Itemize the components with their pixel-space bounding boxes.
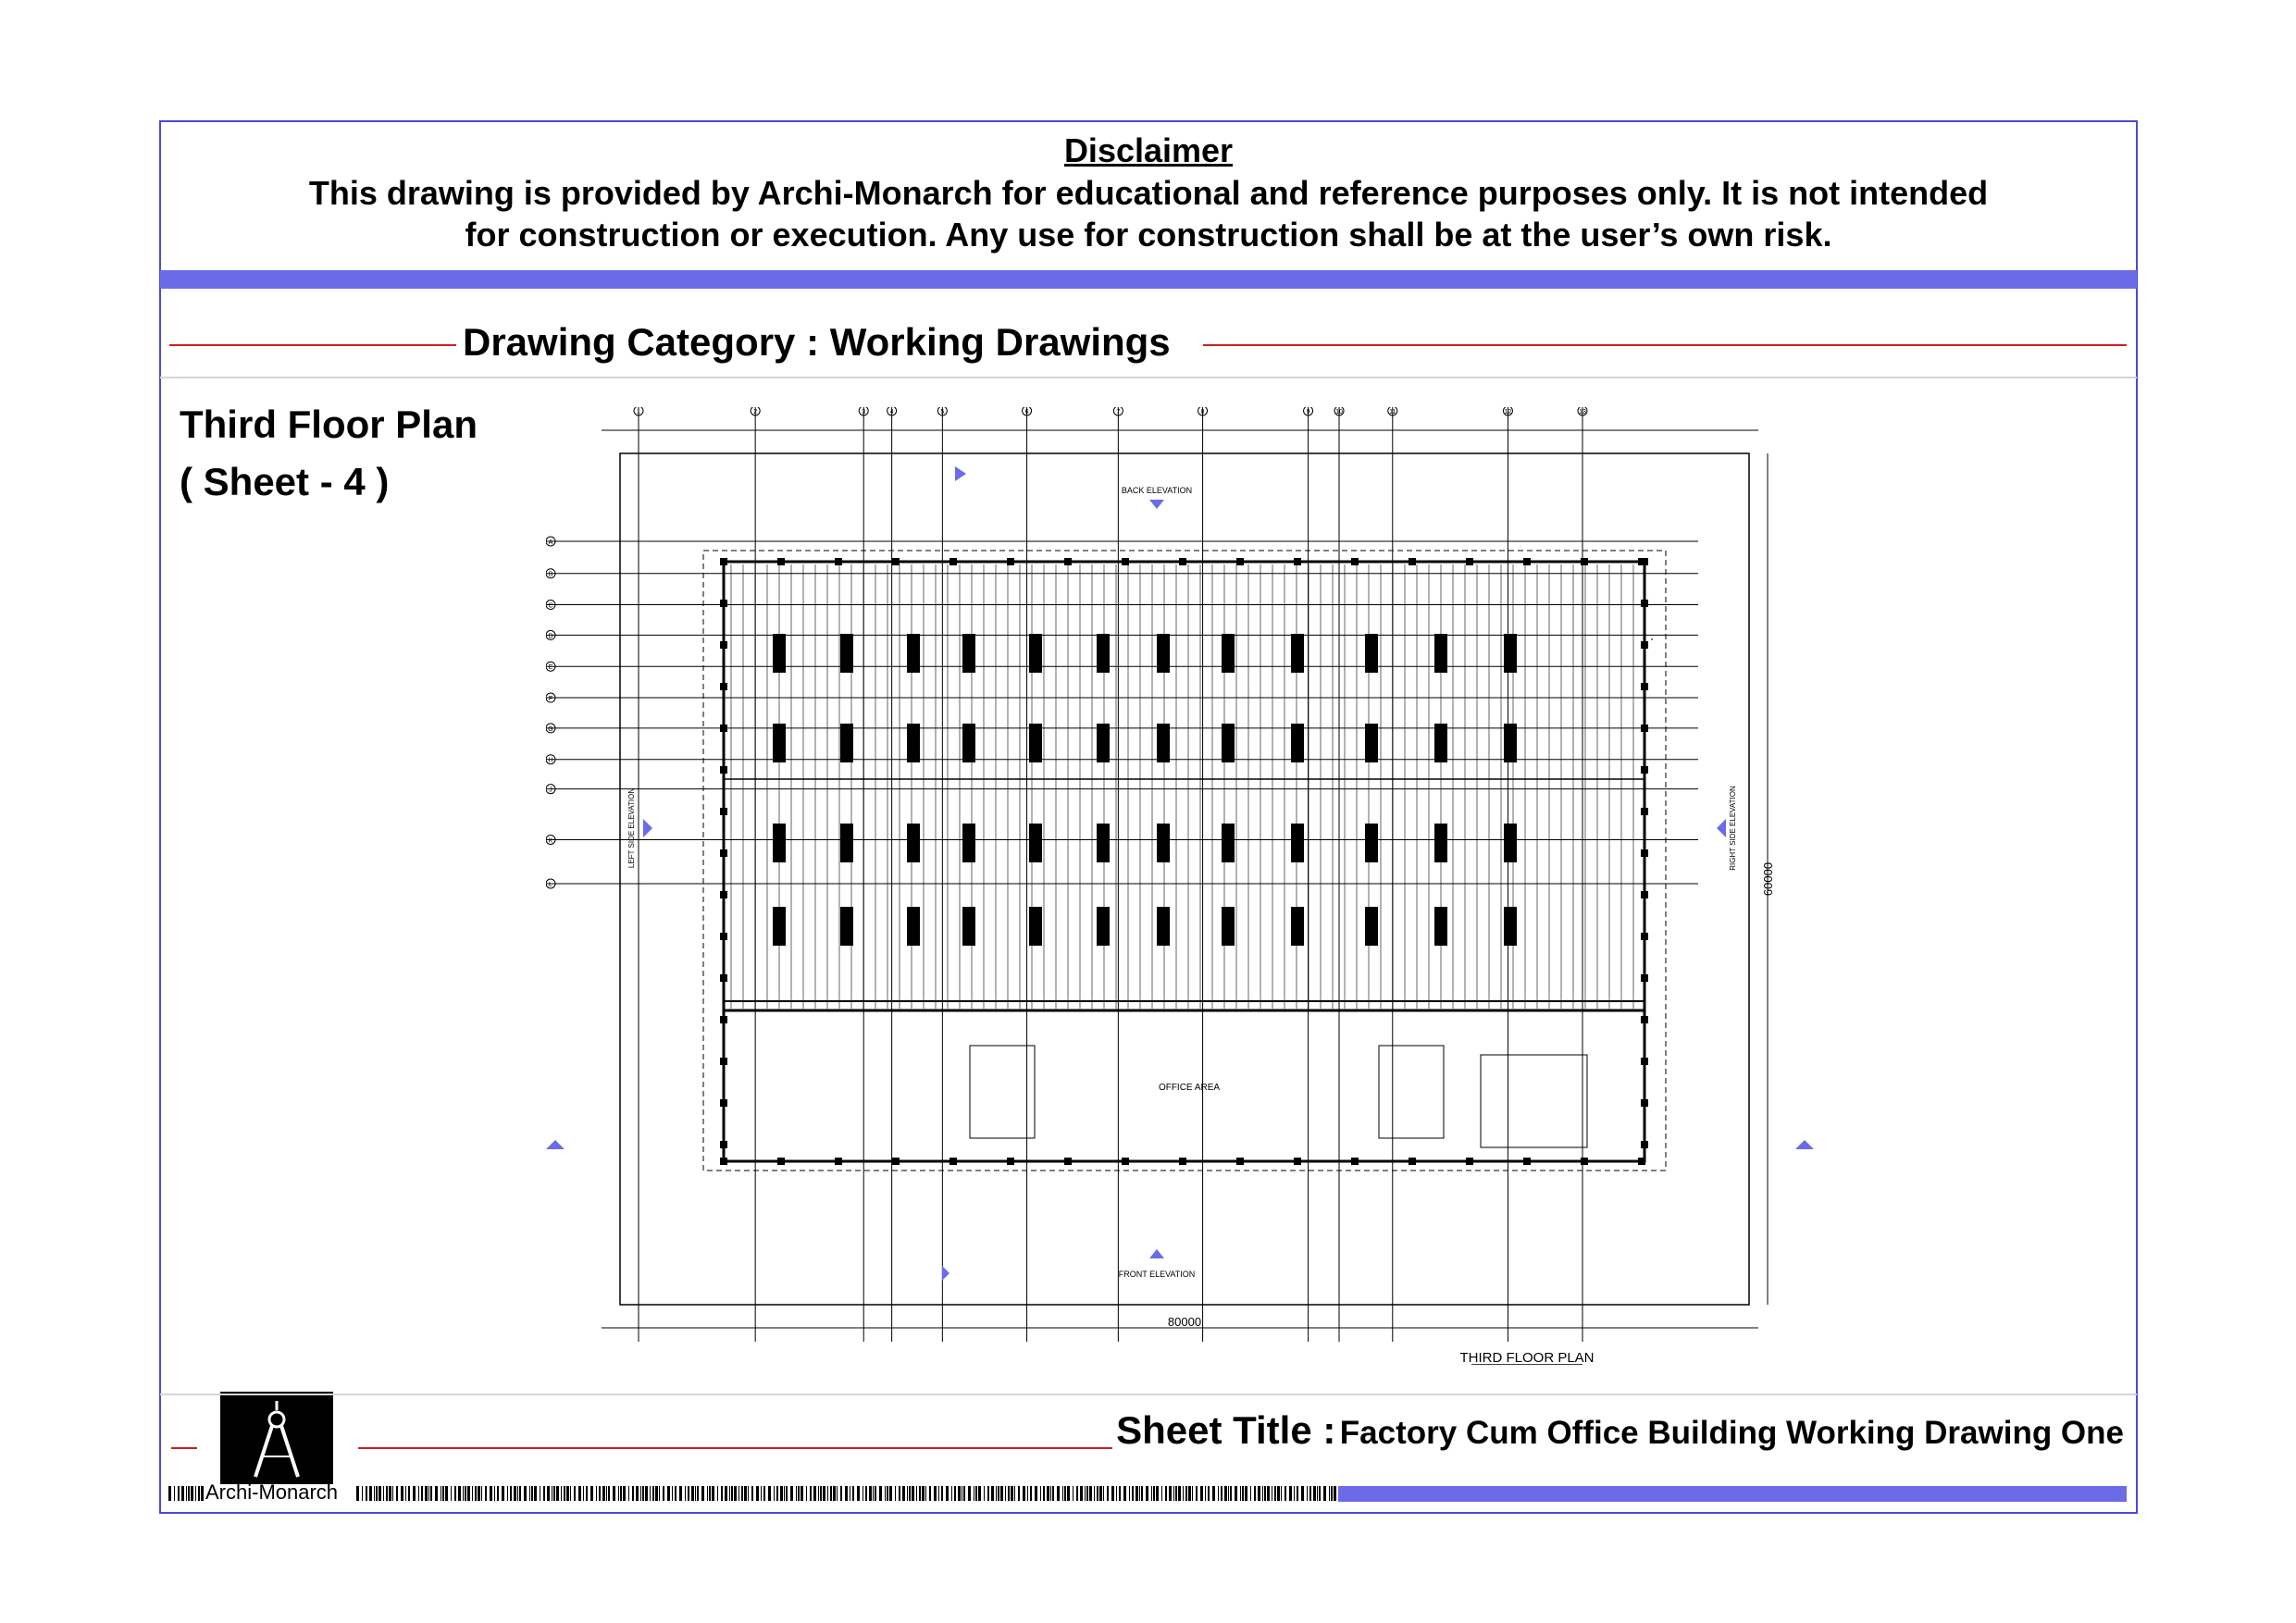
right-elevation-marker [1717, 819, 1726, 837]
title-rule-left [171, 1447, 197, 1449]
section-marker-top [955, 466, 966, 481]
floor-plan-drawing [546, 407, 1851, 1365]
grid-col-label: 9 [1306, 409, 1310, 415]
grid-row-label: L [549, 882, 552, 888]
disclaimer-title: Disclaimer [1063, 131, 1234, 169]
grid-col-label: 5 [940, 409, 945, 415]
height-dimension: 60000 [1761, 861, 1775, 897]
compass-icon [220, 1392, 333, 1484]
grid-col-label: 1 [637, 409, 640, 415]
left-elevation-marker [643, 819, 652, 837]
width-dimension: 80000 [1167, 1315, 1202, 1329]
sheet-title-value: Factory Cum Office Building Working Drawing One [1339, 1415, 2124, 1451]
footer-bar [1338, 1486, 2127, 1502]
office-area-label: OFFICE AREA [1158, 1083, 1221, 1093]
sheet-title [1116, 1408, 2124, 1453]
disclaimer-divider-bar [160, 270, 2137, 289]
grid-col-label: 2 [753, 409, 758, 415]
category-rule-left [169, 344, 456, 346]
grid-row-label: J [549, 787, 552, 794]
grid-row-label: B [548, 571, 553, 578]
right-elevation-label: RIGHT SIDE ELEVATION [1729, 786, 1737, 871]
grid-col-label: 8 [1200, 409, 1205, 415]
disclaimer-block [159, 120, 2138, 271]
grid-col-label: 6 [1024, 409, 1029, 415]
title-rule-middle [358, 1447, 1112, 1449]
grid-row-label: A [548, 539, 553, 546]
grid-col-label: 12 [1504, 409, 1512, 415]
plan-sheet-number: ( Sheet - 4 ) [180, 460, 390, 503]
plan-heading [180, 396, 478, 511]
footer-divider [160, 1394, 2137, 1395]
grid-row-label: C [548, 602, 553, 610]
grid-col-label: 3 [862, 409, 866, 415]
barcode-left [168, 1486, 204, 1501]
grid-row-label: F [548, 696, 553, 703]
grid-row-label: H [548, 757, 553, 764]
barcode-strip [356, 1486, 1337, 1501]
front-elevation-marker [1149, 1249, 1164, 1258]
left-elevation-label: LEFT SIDE ELEVATION [627, 787, 636, 869]
section-marker-left [546, 1140, 565, 1149]
drawing-category: Drawing Category : Working Drawings [463, 320, 1171, 364]
grid-row-label: E [548, 664, 553, 672]
grid-row-label: G [548, 725, 553, 733]
plan-title: Third Floor Plan [180, 403, 478, 446]
section-marker-bottom [942, 1266, 949, 1281]
sheet-title-label: Sheet Title : [1116, 1408, 1336, 1452]
grid-row-label: K [548, 837, 553, 845]
grid-col-label: 4 [889, 409, 894, 415]
back-elevation-marker [1149, 500, 1164, 509]
grid-col-label: 11 [1389, 409, 1396, 415]
disclaimer-text: This drawing is provided by Archi-Monarch for educational and reference purposes only. It is not intended for construction or execution. Any use for construction shall be at the user’s own risk. [308, 174, 1989, 254]
grid-col-label: 10 [1335, 409, 1343, 415]
site-boundary [620, 453, 1749, 1305]
front-elevation-label: FRONT ELEVATION [1118, 1270, 1196, 1279]
category-rule-right [1203, 344, 2127, 346]
archi-monarch-logo [220, 1392, 333, 1484]
brand-name: Archi-Monarch [205, 1481, 339, 1504]
section-marker-right [1795, 1140, 1814, 1149]
category-divider [160, 377, 2137, 378]
grid-col-label: 13 [1579, 409, 1586, 415]
grid-col-label: 7 [1116, 409, 1121, 415]
back-elevation-label: BACK ELEVATION [1121, 486, 1193, 495]
drawing-caption: THIRD FLOOR PLAN [1459, 1350, 1595, 1365]
grid-row-label: D [548, 633, 553, 640]
